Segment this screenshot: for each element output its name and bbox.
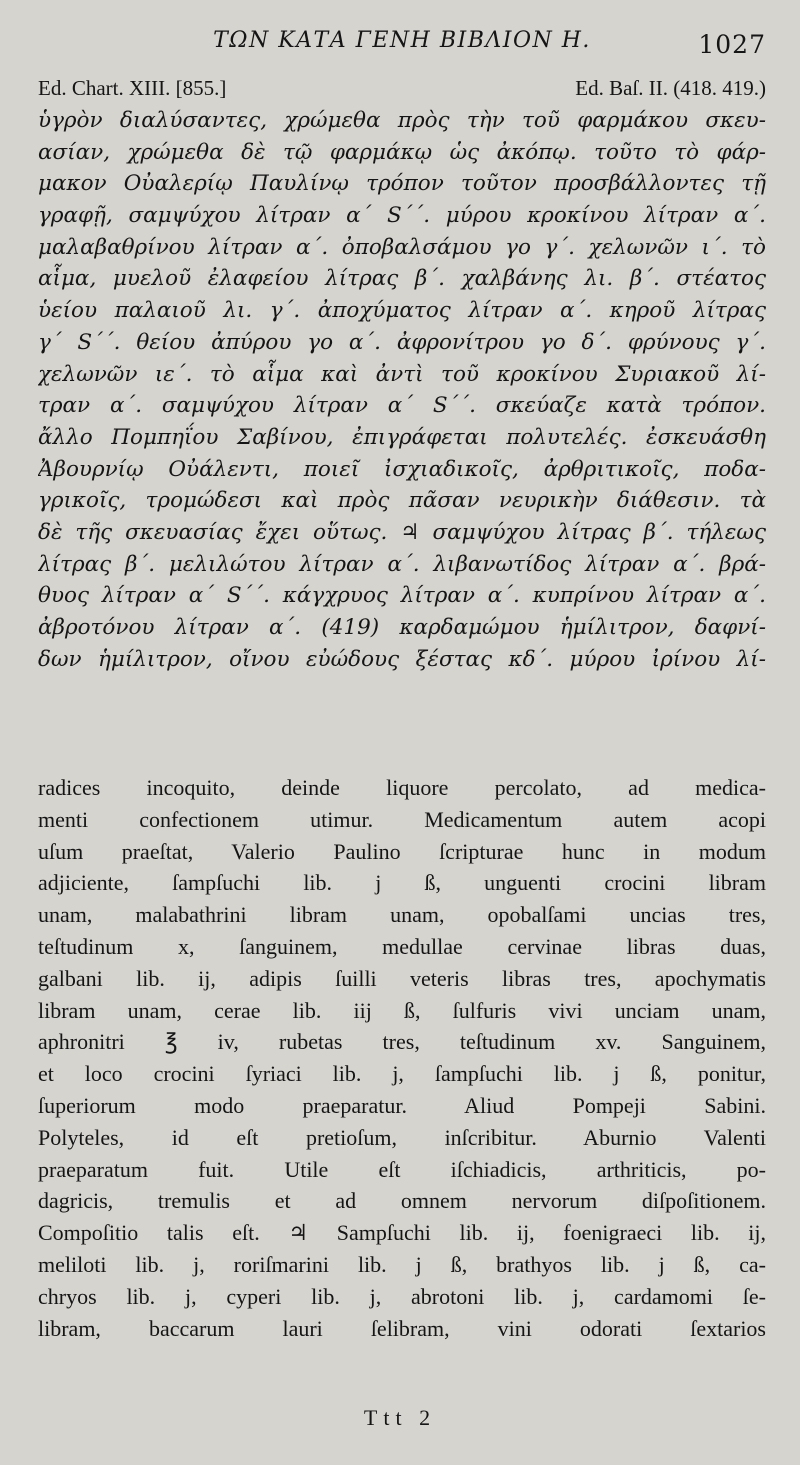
greek-line: μακον Οὐαλερίῳ Παυλίνῳ τρόπον τοῦτον προσβάλλοντες τῇ bbox=[38, 171, 766, 197]
edition-chart-reference: Ed. Chart. XIII. [855.] bbox=[38, 76, 227, 100]
greek-line: θυος λίτραν α΄ S΄΄. κάγχρυος λίτραν α΄. κυπρίνου λίτραν α΄. bbox=[38, 583, 766, 609]
latin-line: dagricis, tremulis et ad omnem nervorum diſpoſitionem. bbox=[38, 1188, 766, 1214]
latin-line: menti confectionem utimur. Medicamentum autem acopi bbox=[38, 806, 766, 832]
greek-line: ασίαν, χρώμεθα δὲ τῷ φαρμάκῳ ὡς ἀκόπῳ. τοῦτο τὸ φάρ- bbox=[38, 139, 766, 165]
running-title: ΤΩΝ ΚΑΤΑ ΓΕΝΗ ΒΙΒΛΙΟΝ Η. bbox=[213, 28, 591, 53]
greek-line: τραν α΄. σαμψύχου λίτραν α΄ S΄΄. σκεύαζε κατὰ τρόπον. bbox=[38, 393, 766, 419]
greek-line: χελωνῶν ιε΄. τὸ αἷμα καὶ ἀντὶ τοῦ κροκίνου Συριακοῦ λί- bbox=[38, 361, 766, 387]
greek-line: λίτρας β΄. μελιλώτου λίτραν α΄. λιβανωτίδος λίτραν α΄. βρά- bbox=[38, 551, 766, 577]
latin-text-block bbox=[38, 772, 766, 1344]
latin-line: libram unam, cerae lib. iij ß, ſulfuris vivi unciam unam, bbox=[38, 997, 766, 1023]
latin-line: unam, malabathrini libram unam, opobalſami uncias tres, bbox=[38, 902, 766, 928]
greek-line: ἀβροτόνου λίτραν α΄. (419) καρδαμώμου ἡμίλιτρον, δαφνί- bbox=[38, 615, 766, 640]
greek-line: γρικοῖς, τρομώδεσι καὶ πρὸς πᾶσαν νευρικὴν διάθεσιν. τὰ bbox=[38, 488, 766, 514]
latin-line: libram, baccarum lauri ſelibram, vini odorati ſextarios bbox=[38, 1315, 766, 1341]
greek-line: ἄλλο Πομπηΐου Σαβίνου, ἐπιγράφεται πολυτελές. ἐσκευάσθη bbox=[38, 424, 766, 450]
greek-text-block bbox=[38, 105, 766, 675]
greek-line: γραφῇ, σαμψύχου λίτραν α΄ S΄΄. μύρου κροκίνου λίτραν α΄. bbox=[38, 203, 766, 229]
edition-references bbox=[38, 76, 766, 106]
latin-line: adjiciente, ſampſuchi lib. j ß, unguenti crocini libram bbox=[38, 870, 766, 896]
latin-line: radices incoquito, deinde liquore percolato, ad medica- bbox=[38, 775, 766, 800]
latin-line: teſtudinum x, ſanguinem, medullae cervinae libras duas, bbox=[38, 933, 766, 959]
latin-line: praeparatum fuit. Utile eſt iſchiadicis, arthriticis, po- bbox=[38, 1156, 766, 1182]
latin-line: aphronitri ℥ iv, rubetas tres, teſtudinum xv. Sanguinem, bbox=[38, 1029, 766, 1055]
greek-line: μαλαβαθρίνου λίτραν α΄. ὀποβαλσάμου γο γ΄. χελωνῶν ι΄. τὸ bbox=[38, 234, 766, 260]
latin-line: ſuperiorum modo praeparatur. Aliud Pompeji Sabini. bbox=[38, 1092, 766, 1118]
latin-line: meliloti lib. j, roriſmarini lib. j ß, brathyos lib. j ß, ca- bbox=[38, 1251, 766, 1277]
latin-line: Polyteles, id eſt pretioſum, inſcribitur. Aburnio Valenti bbox=[38, 1124, 766, 1150]
latin-line: et loco crocini ſyriaci lib. j, ſampſuchi lib. j ß, ponitur, bbox=[38, 1061, 766, 1087]
greek-line: δὲ τῆς σκευασίας ἔχει οὕτως. ♃ σαμψύχου λίτρας β΄. τήλεως bbox=[38, 519, 766, 545]
greek-line: δων ἡμίλιτρον, οἴνου εὐώδους ξέστας κδ΄. μύρου ἰρίνου λί- bbox=[38, 646, 766, 672]
signature-mark: Ttt 2 bbox=[363, 1405, 437, 1430]
greek-line: ὑγρὸν διαλύσαντες, χρώμεθα πρὸς τὴν τοῦ φαρμάκου σκευ- bbox=[38, 108, 766, 133]
edition-basel-reference: Ed. Baſ. II. (418. 419.) bbox=[575, 76, 766, 100]
greek-line: αἷμα, μυελοῦ ἐλαφείου λίτρας β΄. χαλβάνης λι. β΄. στέατος bbox=[38, 266, 766, 292]
latin-line: galbani lib. ij, adipis ſuilli veteris libras tres, apochymatis bbox=[38, 965, 766, 991]
latin-line: uſum praeſtat, Valerio Paulino ſcripturae hunc in modum bbox=[38, 838, 766, 864]
latin-line: chryos lib. j, cyperi lib. j, abrotoni lib. j, cardamomi ſe- bbox=[38, 1283, 766, 1309]
greek-line: γ΄ S΄΄. θείου ἀπύρου γο α΄. ἀφρονίτρου γο δ΄. φρύνους γ΄. bbox=[38, 329, 766, 355]
latin-line: Compoſitio talis eſt. ♃ Sampſuchi lib. ij, foenigraeci lib. ij, bbox=[38, 1220, 766, 1246]
greek-line: ὑείου παλαιοῦ λι. γ΄. ἀποχύματος λίτραν α΄. κηροῦ λίτρας bbox=[38, 298, 766, 324]
page-number: 1027 bbox=[698, 30, 766, 59]
running-head bbox=[38, 28, 766, 60]
greek-line: Ἀβουρνίῳ Οὐάλεντι, ποιεῖ ἰσχιαδικοῖς, ἀρθριτικοῖς, ποδα- bbox=[38, 456, 766, 482]
